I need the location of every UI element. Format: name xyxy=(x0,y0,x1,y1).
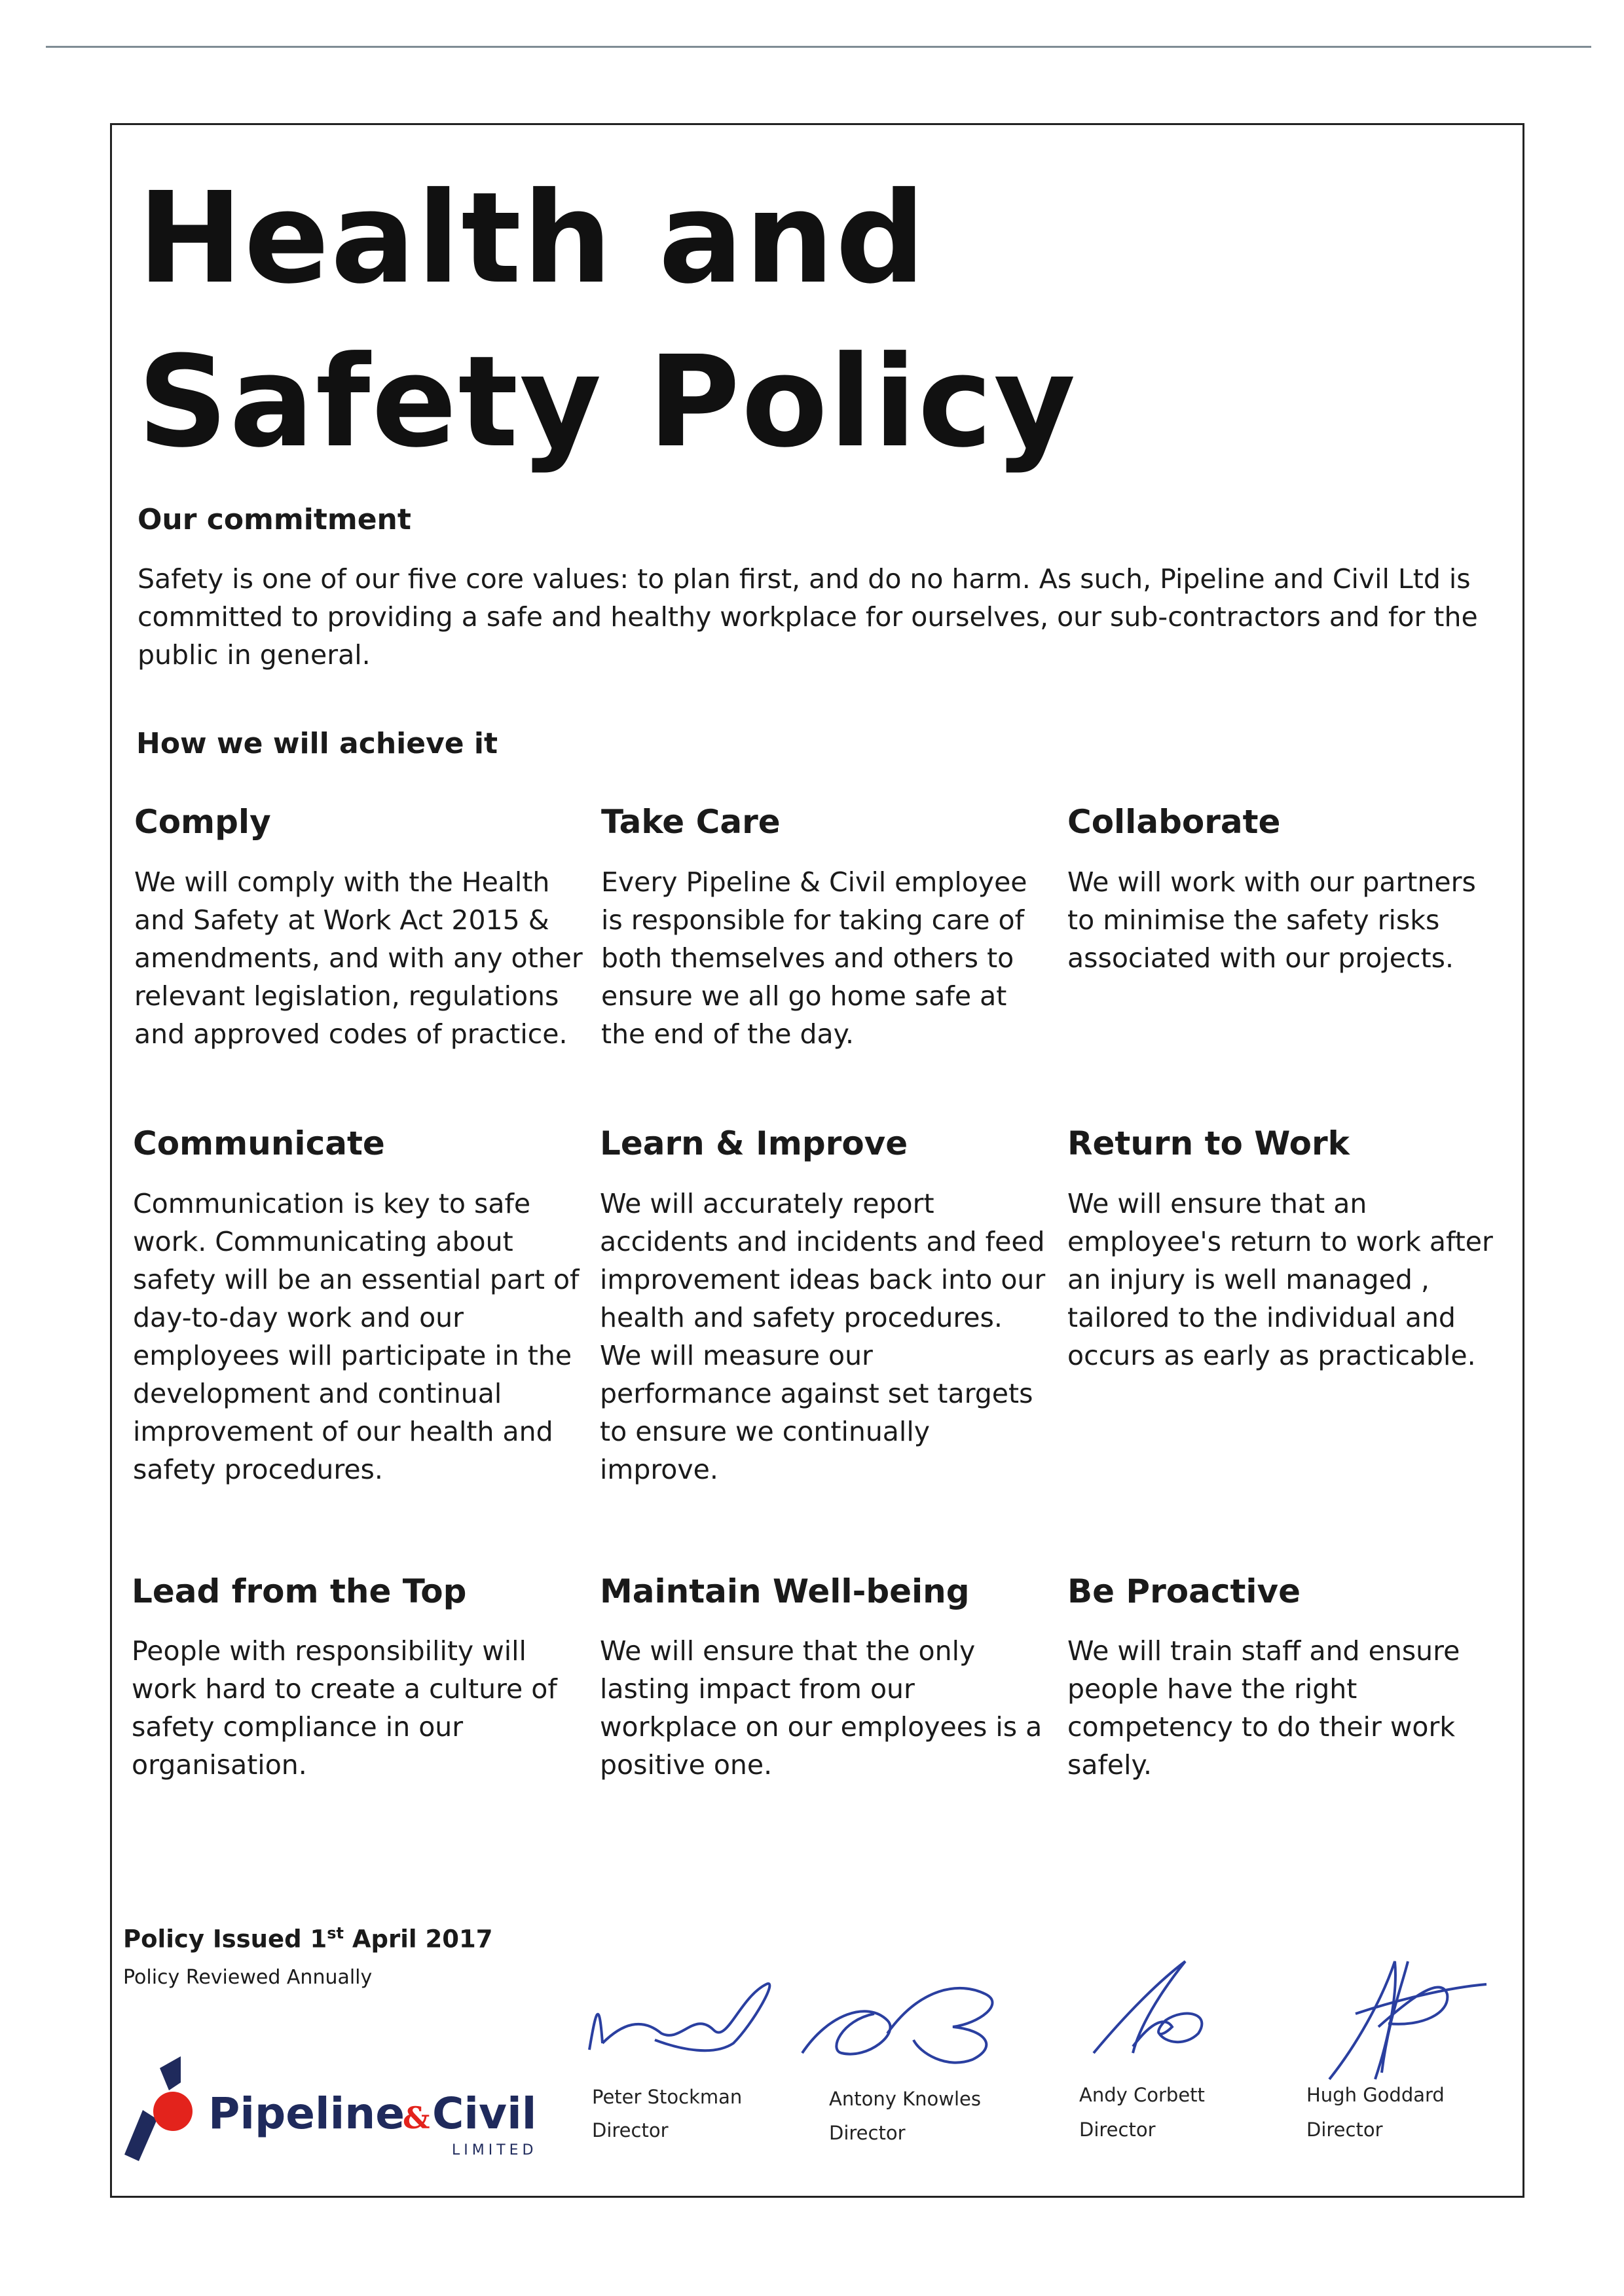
achieve-heading: How we will achieve it xyxy=(136,727,498,760)
section-body-comply: We will comply with the Health and Safety at Work Act 2015 & amendments, and with any other relevant legislation, regulations and approved codes of practice. xyxy=(134,866,583,1050)
section-title-lead-from-top: Lead from the Top xyxy=(132,1572,467,1610)
logo-limited-text: LIMITED xyxy=(452,2142,538,2158)
commitment-body: Safety is one of our five core values: to plan first, and do no harm. As such, Pipeline and Civil Ltd is committed to providing a safe and healthy workplace for ourselves, our sub-contractors and for the public in general. xyxy=(138,563,1478,671)
page-title xyxy=(138,157,1077,485)
section-title-be-proactive: Be Proactive xyxy=(1067,1572,1301,1610)
policy-issued-date xyxy=(123,1924,492,1953)
section-body-be-proactive: We will train staff and ensure people have the right competency to do their work safely. xyxy=(1067,1635,1460,1781)
section-title-comply: Comply xyxy=(134,803,271,841)
pipeline-civil-logo xyxy=(118,2056,550,2161)
signatory-name-3: Andy Corbett xyxy=(1079,2084,1205,2106)
signature-antony-knowles xyxy=(789,1974,1018,2073)
policy-reviewed: Policy Reviewed Annually xyxy=(123,1966,373,1989)
section-title-maintain-wellbeing: Maintain Well-being xyxy=(600,1572,970,1610)
logo-mark-top-icon xyxy=(160,2056,181,2090)
signatory-name-2: Antony Knowles xyxy=(829,2088,981,2110)
section-title-return-to-work: Return to Work xyxy=(1067,1124,1350,1162)
section-body-collaborate: We will work with our partners to minimise the safety risks associated with our projects. xyxy=(1067,866,1476,974)
section-title-take-care: Take Care xyxy=(601,803,781,841)
logo-amp-text: & xyxy=(403,2100,430,2136)
section-body-take-care: Every Pipeline & Civil employee is responsible for taking care of both themselves and others to ensure we all go home safe at the end of the day. xyxy=(601,866,1027,1050)
signatory-role-3: Director xyxy=(1079,2119,1156,2141)
section-title-collaborate: Collaborate xyxy=(1067,803,1281,841)
section-body-maintain-wellbeing: We will ensure that the only lasting impact from our workplace on our employees is a positive one. xyxy=(600,1635,1043,1781)
signature-hugh-goddard xyxy=(1316,1948,1493,2086)
top-rule xyxy=(46,46,1591,48)
issued-suffix: April 2017 xyxy=(343,1925,493,1953)
logo-mark-icon xyxy=(124,2110,157,2161)
signatory-name-1: Peter Stockman xyxy=(592,2086,743,2108)
issued-sup: st xyxy=(327,1924,344,1942)
section-title-learn-improve: Learn & Improve xyxy=(600,1124,908,1162)
logo-main-text: Pipeline xyxy=(208,2088,405,2139)
signatory-role-2: Director xyxy=(829,2122,906,2144)
signatory-role-1: Director xyxy=(592,2119,669,2141)
signature-andy-corbett xyxy=(1087,1955,1231,2066)
signatory-role-4: Director xyxy=(1306,2119,1383,2141)
title-line-1: Health and xyxy=(138,166,927,312)
logo-circle-icon xyxy=(153,2092,193,2131)
issued-prefix: Policy Issued 1 xyxy=(123,1925,327,1953)
signatory-name-4: Hugh Goddard xyxy=(1306,2084,1445,2106)
signature-peter-stockman xyxy=(583,1971,779,2069)
section-body-lead-from-top: People with responsibility will work hard to create a culture of safety compliance in our organisation. xyxy=(132,1635,557,1781)
section-body-return-to-work: We will ensure that an employee's return to work after an injury is well managed , tailored to the individual and occurs as early as practicable. xyxy=(1067,1188,1493,1371)
commitment-heading: Our commitment xyxy=(138,503,411,536)
section-title-communicate: Communicate xyxy=(133,1124,385,1162)
section-body-communicate: Communication is key to safe work. Communicating about safety will be an essential part of day-to-day work and our employees will participate in the development and continual improvement of our health and safety procedures. xyxy=(133,1188,580,1485)
logo-civil-text: Civil xyxy=(432,2088,537,2139)
title-line-2: Safety Policy xyxy=(138,329,1077,475)
section-body-learn-improve: We will accurately report accidents and incidents and feed improvement ideas back into our health and safety procedures. We will measure our performance against set targets to ensure we continually improve. xyxy=(600,1188,1046,1485)
